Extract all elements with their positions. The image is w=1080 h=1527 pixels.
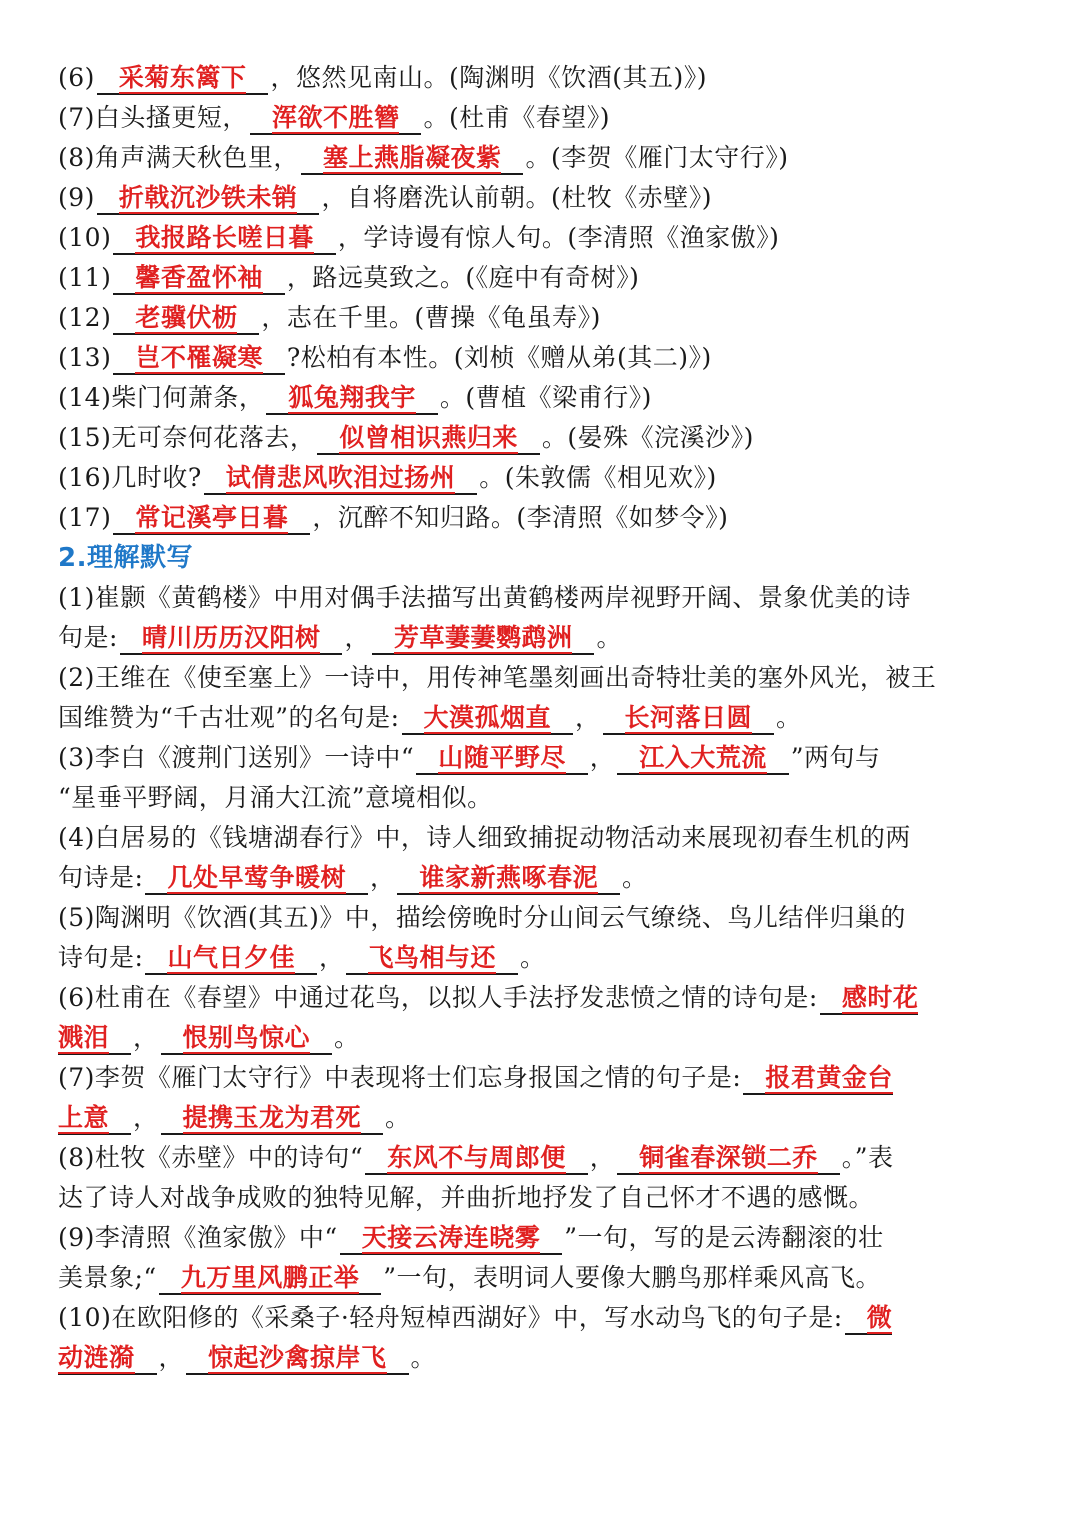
answer-text: 铜雀春深锁二乔 [639,1143,818,1172]
item-number: (17) [58,503,112,532]
recite-item-10 [58,218,1028,258]
answer-text: 浑欲不胜簪 [271,103,400,132]
question-9-line-2 [58,1258,1028,1298]
answer-text: 常记溪亭日暮 [135,503,289,532]
answer-blank[interactable] [186,1343,409,1375]
question-4-line-2 [58,858,1028,898]
answer-blank[interactable] [402,703,574,735]
item-number: (11) [58,263,112,292]
answer-blank[interactable] [161,1103,384,1135]
answer-blank[interactable] [250,103,422,135]
recite-item-14 [58,378,1028,418]
answer-text: 长河落日圆 [624,703,753,732]
answer-text: 折戟沉沙铁未销 [118,183,298,212]
answer-text: 老骥伏枥 [135,303,238,332]
question-7-line-1 [58,1058,1028,1098]
answer-text: 采菊东篱下 [118,63,247,92]
question-text: 句诗是: [58,863,144,892]
answer-blank[interactable] [97,183,320,215]
answer-text: 塞上燕脂凝夜紫 [322,143,502,172]
answer-blank[interactable] [58,1023,131,1055]
item-number: (10) [58,223,112,252]
item-number: (7) [58,103,95,132]
item-number: (12) [58,303,112,332]
answer-blank[interactable] [603,703,775,735]
answer-text: 山气日夕佳 [167,943,295,972]
question-10-line-2 [58,1338,1028,1378]
question-8-line-1 [58,1138,1028,1178]
recite-item-13 [58,338,1028,378]
question-text: ”一句，写的是云涛翻滚的壮 [564,1223,884,1252]
recite-item-7 [58,98,1028,138]
item-suffix: 。(朱敦儒《相见欢》) [479,463,717,492]
question-text: (3)李白《渡荆门送别》一诗中“ [58,743,415,772]
question-text: (10)在欧阳修的《采桑子·轻舟短棹西湖好》中，写水动鸟飞的句子是: [58,1303,843,1332]
recite-item-15 [58,418,1028,458]
answer-text: 飞鸟相与还 [368,943,496,972]
item-suffix: 。(曹植《梁甫行》) [439,383,652,412]
item-prefix: 无可奈何花落去， [111,423,316,452]
question-2-line-1: (2)王维在《使至塞上》一诗中，用传神笔墨刻画出奇特壮美的塞外风光，被王 [58,663,937,692]
answer-text: 大漠孤烟直 [423,703,552,732]
answer-text: 芳草萋萋鹦鹉洲 [393,623,573,652]
item-suffix: 。(杜甫《春望》) [423,103,610,132]
item-suffix: 。(晏殊《浣溪沙》) [541,423,754,452]
answer-text: 动涟漪 [58,1343,135,1372]
item-suffix: ，路远莫致之。(《庭中有奇树》) [286,263,640,292]
answer-blank[interactable] [113,263,285,295]
item-prefix: 柴门何萧条， [111,383,265,412]
question-10-line-1 [58,1298,1028,1338]
answer-blank[interactable] [346,943,518,975]
question-text: (8)杜牧《赤壁》中的诗句“ [58,1143,364,1172]
item-number: (16) [58,463,112,492]
item-prefix: 白头搔更短， [94,103,248,132]
item-suffix: ，悠然见南山。(陶渊明《饮酒(其五)》) [270,63,707,92]
punctuation: 。 [621,863,648,892]
question-7-line-2 [58,1098,1028,1138]
recite-item-9 [58,178,1028,218]
answer-text: 我报路长嗟日暮 [135,223,314,252]
question-5-line-1: (5)陶渊明《饮酒(其五)》中，描绘傍晚时分山间云气缭绕、鸟儿结伴归巢的 [58,903,906,932]
question-3-line-1 [58,738,1028,778]
separator: ， [589,1143,616,1172]
answer-blank[interactable] [397,863,620,895]
answer-blank[interactable] [161,1023,333,1055]
item-suffix: ，自将磨洗认前朝。(杜牧《赤壁》) [321,183,712,212]
question-text: 国维赞为“千古壮观”的名句是: [58,703,400,732]
question-text: 句是: [58,623,118,652]
item-number: (14) [58,383,112,412]
item-number: (15) [58,423,112,452]
answer-text: 馨香盈怀袖 [135,263,263,292]
separator: ， [344,623,370,652]
answer-blank[interactable] [365,1143,588,1175]
punctuation: 。 [519,943,546,972]
answer-text: 晴川历历汉阳树 [141,623,321,652]
answer-text: 试倩悲风吹泪过扬州 [225,463,456,492]
recite-item-6 [58,58,1028,98]
question-8-line-2: 达了诗人对战争成败的独特见解，并曲折地抒发了自己怀才不遇的感慨。 [58,1183,875,1212]
section-heading: 2.理解默写 [58,543,193,573]
answer-blank[interactable] [317,423,540,455]
answer-blank[interactable] [145,943,317,975]
question-1-line-1: (1)崔颢《黄鹤楼》中用对偶手法描写出黄鹤楼两岸视野开阔、景象优美的诗 [58,583,911,612]
answer-text: 山随平野尽 [438,743,566,772]
recite-item-16 [58,458,1028,498]
answer-blank[interactable] [58,1103,131,1135]
answer-blank[interactable] [617,1143,840,1175]
separator: ， [133,1023,159,1052]
item-number: (6) [58,63,95,92]
item-prefix: 几时收? [111,463,202,492]
answer-blank[interactable] [58,1343,157,1375]
answer-blank[interactable] [97,63,269,95]
item-suffix: 。(李贺《雁门太守行》) [525,143,789,172]
separator: ， [133,1103,159,1132]
question-5-line-2 [58,938,1028,978]
separator: ， [589,743,616,772]
question-9-line-1 [58,1218,1028,1258]
answer-text: 恨别鸟惊心 [182,1023,311,1052]
item-suffix: ?松柏有本性。(刘桢《赠从弟(其二)》) [286,343,712,372]
answer-blank[interactable] [113,223,336,255]
answer-blank[interactable] [113,343,285,375]
question-text: 诗句是: [58,943,144,972]
punctuation: 。 [776,703,802,732]
question-2-line-2 [58,698,1028,738]
answer-blank[interactable] [120,623,343,655]
question-1-line-2 [58,618,1028,658]
answer-text: 上意 [58,1103,110,1132]
answer-text: 似曾相识燕归来 [339,423,518,452]
separator: ， [369,863,396,892]
answer-text: 溅泪 [58,1023,110,1052]
item-suffix: ，沉醉不知归路。(李清照《如梦令》) [312,503,729,532]
item-prefix: 角声满天秋色里， [94,143,299,172]
answer-blank[interactable] [372,623,595,655]
answer-blank[interactable] [145,863,368,895]
answer-blank[interactable] [820,983,919,1015]
recite-item-11 [58,258,1028,298]
item-number: (8) [58,143,95,172]
recite-item-12 [58,298,1028,338]
answer-blank[interactable] [743,1063,893,1095]
item-number: (13) [58,343,112,372]
question-3-line-2: “星垂平野阔，月涌大江流”意境相似。 [58,783,493,812]
answer-blank[interactable] [617,743,789,775]
question-text: (7)李贺《雁门太守行》中表现将士们忘身报国之情的句子是: [58,1063,742,1092]
answer-text: 东风不与周郎便 [387,1143,566,1172]
answer-text: 岂不罹凝寒 [135,343,263,372]
separator: ， [318,943,345,972]
question-text: (6)杜甫在《春望》中通过花鸟，以拟人手法抒发悲愤之情的诗句是: [58,983,818,1012]
question-text: ”两句与 [790,743,881,772]
answer-blank[interactable] [301,143,524,175]
answer-text: 提携玉龙为君死 [182,1103,362,1132]
question-6-line-1 [58,978,1028,1018]
answer-blank[interactable] [113,303,259,335]
answer-blank[interactable] [845,1303,893,1335]
question-text: 美景象;“ [58,1263,157,1292]
question-text: 。”表 [841,1143,894,1172]
answer-text: 几处早莺争暖树 [167,863,346,892]
answer-text: 九万里风鹏正举 [180,1263,360,1292]
answer-blank[interactable] [159,1263,382,1295]
question-text: ”一句，表明词人要像大鹏鸟那样乘风高飞。 [383,1263,882,1292]
answer-text: 感时花 [841,983,919,1012]
question-text: (9)李清照《渔家傲》中“ [58,1223,338,1252]
answer-blank[interactable] [266,383,438,415]
question-6-line-2 [58,1018,1028,1058]
answer-blank[interactable] [416,743,588,775]
recite-item-17 [58,498,1028,538]
item-suffix: ，学诗谩有惊人句。(李清照《渔家傲》) [337,223,780,252]
separator: ， [158,1343,185,1372]
answer-text: 惊起沙禽掠岸飞 [208,1343,387,1372]
answer-blank[interactable] [204,463,478,495]
answer-text: 天接云涛连晓雾 [361,1223,541,1252]
answer-text: 江入大荒流 [639,743,767,772]
punctuation: 。 [410,1343,437,1372]
punctuation: 。 [334,1023,360,1052]
question-4-line-1: (4)白居易的《钱塘湖春行》中，诗人细致捕捉动物活动来展现初春生机的两 [58,823,911,852]
item-number: (9) [58,183,95,212]
recite-item-8 [58,138,1028,178]
answer-text: 报君黄金台 [765,1063,893,1092]
answer-text: 谁家新燕啄春泥 [419,863,598,892]
punctuation: 。 [385,1103,411,1132]
punctuation: 。 [596,623,622,652]
item-suffix: ，志在千里。(曹操《龟虽寿》) [261,303,601,332]
answer-blank[interactable] [113,503,310,535]
separator: ， [575,703,601,732]
answer-text: 狐兔翔我宇 [288,383,416,412]
answer-text: 微 [866,1303,893,1332]
answer-blank[interactable] [340,1223,563,1255]
